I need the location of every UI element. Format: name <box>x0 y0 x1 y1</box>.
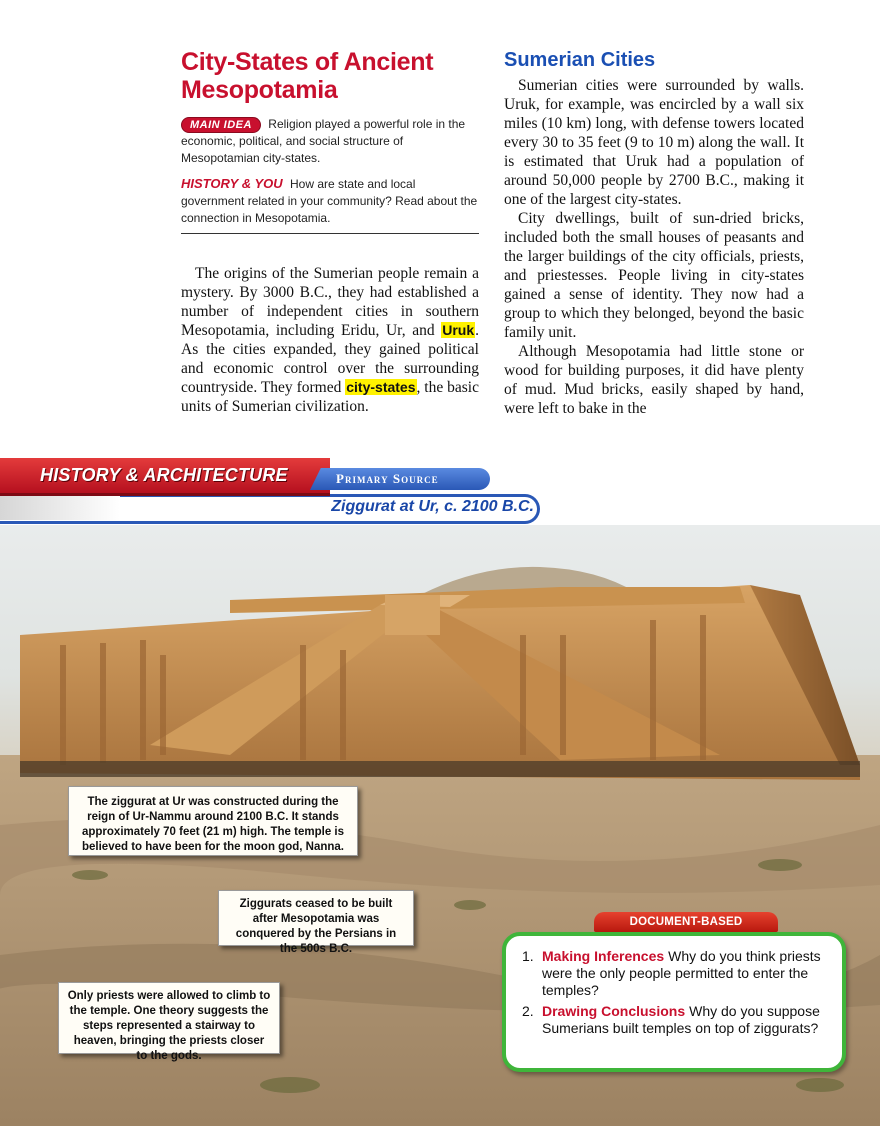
dbq-skill-term: Drawing Conclusions <box>542 1003 686 1019</box>
history-and-you <box>181 175 479 234</box>
photo-caption: Ziggurat at Ur, c. 2100 B.C. <box>331 498 534 515</box>
paragraph-bricks: Although Mesopotamia had little stone or wood for building purposes, it did have plenty of mud. Mud bricks, easily shaped by hand, were left to bake in the <box>504 343 804 417</box>
left-column <box>181 48 479 416</box>
history-and-you-label: HISTORY & YOU <box>181 176 283 191</box>
dbq-question-text <box>542 1003 828 1037</box>
main-idea-text: Religion played a powerful role in the economic, political, and social structure of Mesopotamian city-states. <box>181 117 466 165</box>
dbq-question-1 <box>522 948 828 999</box>
main-idea <box>181 116 479 167</box>
intro-text-1: The origins of the Sumerian people remain a mystery. By 3000 B.C., they had established a number of independent cities in southern Mesopotamia, including Eridu, Ur, and <box>181 265 479 339</box>
section-title: City-States of Ancient Mesopotamia <box>181 48 434 104</box>
right-column <box>504 48 804 418</box>
history-and-you-text: How are state and local government related in your community? Read about the connection in Mesopotamia. <box>181 177 478 225</box>
banner-label: HISTORY & ARCHITECTURE <box>40 465 288 485</box>
dbq-header: DOCUMENT-BASED <box>594 912 778 932</box>
intro-text-2: . As the cities expanded, they gained political and economic control over the surrounding countryside. They formed <box>181 322 479 396</box>
callout-persians: Ziggurats ceased to be built after Mesopotamia was conquered by the Persians in the 500s B.C. <box>218 890 414 946</box>
subsection-title: Sumerian Cities <box>504 49 656 71</box>
feature-banner <box>0 458 880 528</box>
paragraph-walls: Sumerian cities were surrounded by walls. Uruk, for example, was encircled by a wall six miles (10 km) long, with defense towers located every 30 to 35 feet (9 to 10 m) along the wall. It is estimated that Uruk had a population of around 50,000 people by 2700 B.C., making it one of the largest city-states. <box>504 77 804 208</box>
dbq-question-body: Why do you think priests were the only people permitted to enter the temples? <box>542 948 821 998</box>
dbq-question-body: Why do you suppose Sumerians built temples on top of ziggurats? <box>542 1003 820 1036</box>
dbq-question-text <box>542 948 828 999</box>
primary-source-label: Primary Source <box>336 471 439 486</box>
intro-text-3: , the basic units of Sumerian civilization. <box>181 379 479 415</box>
callout-ur-nammu: The ziggurat at Ur was constructed during the reign of Ur-Nammu around 2100 B.C. It stands approximately 70 feet (21 m) high. The temple is believed to have been for the moon god, Nanna. <box>68 786 358 856</box>
term-uruk[interactable]: Uruk <box>442 322 475 338</box>
callout-priests: Only priests were allowed to climb to the temple. One theory suggests the steps represented a stairway to heaven, bringing the priests closer to the gods. <box>58 982 280 1054</box>
dbq-number: 1. <box>522 948 534 964</box>
intro-paragraph <box>181 264 479 416</box>
dbq-question-2 <box>522 1003 828 1037</box>
dbq-skill-term: Making Inferences <box>542 948 665 964</box>
dbq-number: 2. <box>522 1003 534 1019</box>
main-idea-badge: MAIN IDEA <box>181 117 261 133</box>
dbq-box <box>502 932 846 1072</box>
term-city-states[interactable]: city-states <box>346 379 416 395</box>
paragraph-dwellings: City dwellings, built of sun-dried bricks, included both the small houses of peasants and the larger buildings of the city officials, priests, and priestesses. People living in city-states gained a sense of identity. They now had a group to which they belonged, beyond the basic family unit. <box>504 210 804 341</box>
